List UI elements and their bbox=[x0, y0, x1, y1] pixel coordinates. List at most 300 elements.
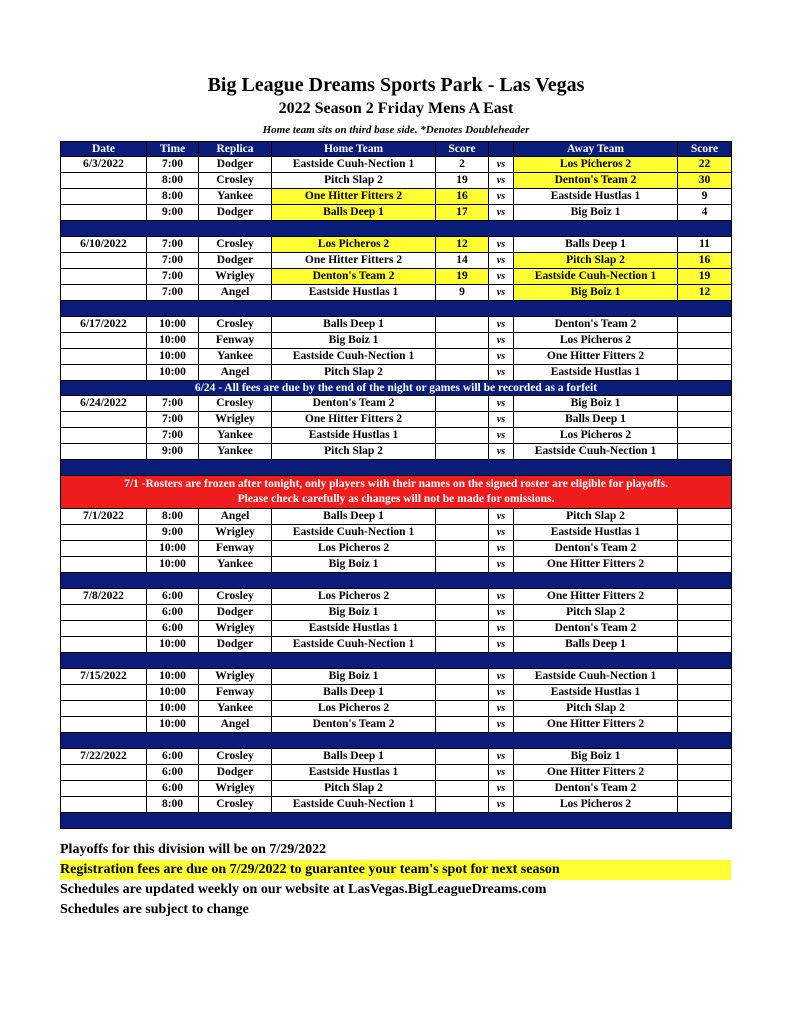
game-date: 7/15/2022 bbox=[61, 669, 147, 685]
vs-label: vs bbox=[489, 333, 514, 349]
game-date bbox=[61, 173, 147, 189]
home-score bbox=[436, 797, 489, 813]
home-team: Pitch Slap 2 bbox=[272, 781, 436, 797]
away-score: 30 bbox=[678, 173, 732, 189]
home-score bbox=[436, 717, 489, 733]
vs-label: vs bbox=[489, 525, 514, 541]
game-row bbox=[61, 412, 732, 428]
home-score bbox=[436, 333, 489, 349]
away-team: Los Picheros 2 bbox=[514, 333, 678, 349]
game-row bbox=[61, 637, 732, 653]
game-row bbox=[61, 781, 732, 797]
game-date bbox=[61, 541, 147, 557]
vs-label: vs bbox=[489, 269, 514, 285]
game-replica: Dodger bbox=[199, 765, 272, 781]
game-replica: Crosley bbox=[199, 237, 272, 253]
game-date bbox=[61, 444, 147, 460]
home-score: 19 bbox=[436, 269, 489, 285]
game-replica: Crosley bbox=[199, 749, 272, 765]
vs-label: vs bbox=[489, 669, 514, 685]
home-team: One Hitter Fitters 2 bbox=[272, 189, 436, 205]
vs-label: vs bbox=[489, 412, 514, 428]
home-team: Eastside Hustlas 1 bbox=[272, 428, 436, 444]
game-time: 7:00 bbox=[147, 157, 199, 173]
home-team: Balls Deep 1 bbox=[272, 205, 436, 221]
away-score bbox=[678, 765, 732, 781]
game-time: 7:00 bbox=[147, 269, 199, 285]
vs-label: vs bbox=[489, 205, 514, 221]
game-row bbox=[61, 509, 732, 525]
home-team: Big Boiz 1 bbox=[272, 557, 436, 573]
game-time: 8:00 bbox=[147, 189, 199, 205]
schedule-note: Home team sits on third base side. *Denotes Doubleheader bbox=[262, 124, 530, 136]
vs-label: vs bbox=[489, 509, 514, 525]
game-time: 10:00 bbox=[147, 669, 199, 685]
fee-notice: 6/24 - All fees are due by the end of the night or games will be recorded as a forfeit bbox=[61, 381, 732, 396]
home-score bbox=[436, 317, 489, 333]
game-date bbox=[61, 365, 147, 381]
away-team: Eastside Cuuh-Nection 1 bbox=[514, 444, 678, 460]
game-replica: Yankee bbox=[199, 444, 272, 460]
game-date bbox=[61, 557, 147, 573]
vs-label: vs bbox=[489, 621, 514, 637]
game-time: 6:00 bbox=[147, 749, 199, 765]
home-score: 17 bbox=[436, 205, 489, 221]
away-team: One Hitter Fitters 2 bbox=[514, 717, 678, 733]
away-team: Balls Deep 1 bbox=[514, 237, 678, 253]
vs-label: vs bbox=[489, 365, 514, 381]
game-date: 7/1/2022 bbox=[61, 509, 147, 525]
home-team: Big Boiz 1 bbox=[272, 605, 436, 621]
away-team: Pitch Slap 2 bbox=[514, 253, 678, 269]
schedule-table bbox=[60, 141, 732, 829]
game-date bbox=[61, 253, 147, 269]
away-team: Eastside Hustlas 1 bbox=[514, 365, 678, 381]
away-score: 16 bbox=[678, 253, 732, 269]
vs-label: vs bbox=[489, 237, 514, 253]
game-replica: Angel bbox=[199, 717, 272, 733]
game-time: 6:00 bbox=[147, 781, 199, 797]
page-subtitle: 2022 Season 2 Friday Mens A East bbox=[278, 100, 514, 117]
home-team: Eastside Cuuh-Nection 1 bbox=[272, 349, 436, 365]
vs-label: vs bbox=[489, 717, 514, 733]
vs-label: vs bbox=[489, 428, 514, 444]
home-score bbox=[436, 444, 489, 460]
vs-label: vs bbox=[489, 396, 514, 412]
game-row bbox=[61, 253, 732, 269]
game-row bbox=[61, 157, 732, 173]
home-score bbox=[436, 685, 489, 701]
game-replica: Crosley bbox=[199, 589, 272, 605]
home-team: Denton's Team 2 bbox=[272, 717, 436, 733]
home-team: Balls Deep 1 bbox=[272, 685, 436, 701]
home-team: Denton's Team 2 bbox=[272, 269, 436, 285]
home-team: Denton's Team 2 bbox=[272, 396, 436, 412]
separator-cell bbox=[61, 573, 732, 589]
game-time: 10:00 bbox=[147, 365, 199, 381]
away-team: Big Boiz 1 bbox=[514, 205, 678, 221]
vs-label: vs bbox=[489, 781, 514, 797]
game-row bbox=[61, 701, 732, 717]
away-score bbox=[678, 396, 732, 412]
game-time: 8:00 bbox=[147, 797, 199, 813]
away-score bbox=[678, 333, 732, 349]
game-date bbox=[61, 717, 147, 733]
home-team: Los Picheros 2 bbox=[272, 541, 436, 557]
away-team: Eastside Hustlas 1 bbox=[514, 525, 678, 541]
game-time: 10:00 bbox=[147, 701, 199, 717]
header-replica: Replica bbox=[199, 142, 272, 157]
week-separator bbox=[61, 221, 732, 237]
game-time: 6:00 bbox=[147, 605, 199, 621]
vs-label: vs bbox=[489, 285, 514, 301]
home-team: Los Picheros 2 bbox=[272, 237, 436, 253]
home-score bbox=[436, 349, 489, 365]
game-date bbox=[61, 333, 147, 349]
vs-label: vs bbox=[489, 765, 514, 781]
game-replica: Yankee bbox=[199, 189, 272, 205]
week-separator bbox=[61, 301, 732, 317]
away-score bbox=[678, 444, 732, 460]
roster-notice-row bbox=[61, 476, 732, 509]
game-date bbox=[61, 621, 147, 637]
game-time: 9:00 bbox=[147, 205, 199, 221]
game-date bbox=[61, 637, 147, 653]
away-score bbox=[678, 349, 732, 365]
game-date: 6/10/2022 bbox=[61, 237, 147, 253]
home-team: Eastside Cuuh-Nection 1 bbox=[272, 797, 436, 813]
away-score bbox=[678, 685, 732, 701]
away-score: 12 bbox=[678, 285, 732, 301]
header-away-team: Away Team bbox=[514, 142, 678, 157]
game-replica: Wrigley bbox=[199, 412, 272, 428]
separator-cell bbox=[61, 653, 732, 669]
away-team: Los Picheros 2 bbox=[514, 428, 678, 444]
vs-label: vs bbox=[489, 797, 514, 813]
header-time: Time bbox=[147, 142, 199, 157]
home-score bbox=[436, 541, 489, 557]
game-row bbox=[61, 205, 732, 221]
game-date bbox=[61, 349, 147, 365]
game-replica: Fenway bbox=[199, 685, 272, 701]
header-away-score: Score bbox=[678, 142, 732, 157]
game-date: 6/17/2022 bbox=[61, 317, 147, 333]
game-date: 6/3/2022 bbox=[61, 157, 147, 173]
game-row bbox=[61, 396, 732, 412]
away-score bbox=[678, 797, 732, 813]
home-team: Los Picheros 2 bbox=[272, 701, 436, 717]
away-team: One Hitter Fitters 2 bbox=[514, 589, 678, 605]
roster-notice-line: Please check carefully as changes will not be made for omissions. bbox=[237, 493, 555, 505]
game-replica: Wrigley bbox=[199, 621, 272, 637]
away-score bbox=[678, 509, 732, 525]
game-replica: Crosley bbox=[199, 797, 272, 813]
game-row bbox=[61, 173, 732, 189]
game-date bbox=[61, 205, 147, 221]
header-home-score: Score bbox=[436, 142, 489, 157]
game-row bbox=[61, 237, 732, 253]
away-score bbox=[678, 669, 732, 685]
header-home-team: Home Team bbox=[272, 142, 436, 157]
game-row bbox=[61, 285, 732, 301]
away-score bbox=[678, 541, 732, 557]
away-score: 19 bbox=[678, 269, 732, 285]
game-replica: Fenway bbox=[199, 333, 272, 349]
home-team: Balls Deep 1 bbox=[272, 749, 436, 765]
game-time: 7:00 bbox=[147, 412, 199, 428]
game-time: 6:00 bbox=[147, 589, 199, 605]
game-time: 10:00 bbox=[147, 637, 199, 653]
game-time: 7:00 bbox=[147, 285, 199, 301]
change-note: Schedules are subject to change bbox=[60, 902, 249, 917]
away-score: 9 bbox=[678, 189, 732, 205]
game-date bbox=[61, 781, 147, 797]
home-score: 9 bbox=[436, 285, 489, 301]
away-score: 11 bbox=[678, 237, 732, 253]
home-team: Pitch Slap 2 bbox=[272, 173, 436, 189]
game-time: 8:00 bbox=[147, 173, 199, 189]
away-team: One Hitter Fitters 2 bbox=[514, 765, 678, 781]
game-time: 7:00 bbox=[147, 253, 199, 269]
game-date bbox=[61, 269, 147, 285]
playoffs-note: Playoffs for this division will be on 7/29/2022 bbox=[60, 842, 327, 857]
game-time: 6:00 bbox=[147, 621, 199, 637]
game-replica: Angel bbox=[199, 509, 272, 525]
away-team: Eastside Cuuh-Nection 1 bbox=[514, 669, 678, 685]
home-score bbox=[436, 765, 489, 781]
game-date bbox=[61, 797, 147, 813]
game-date bbox=[61, 525, 147, 541]
game-replica: Dodger bbox=[199, 157, 272, 173]
home-score bbox=[436, 365, 489, 381]
home-team: Balls Deep 1 bbox=[272, 317, 436, 333]
home-team: Big Boiz 1 bbox=[272, 669, 436, 685]
game-row bbox=[61, 428, 732, 444]
game-time: 9:00 bbox=[147, 444, 199, 460]
home-team: One Hitter Fitters 2 bbox=[272, 412, 436, 428]
home-score bbox=[436, 428, 489, 444]
away-score bbox=[678, 637, 732, 653]
game-row bbox=[61, 685, 732, 701]
home-score: 2 bbox=[436, 157, 489, 173]
home-score bbox=[436, 621, 489, 637]
vs-label: vs bbox=[489, 444, 514, 460]
fee-notice-row bbox=[61, 381, 732, 396]
home-score: 16 bbox=[436, 189, 489, 205]
home-team: Eastside Cuuh-Nection 1 bbox=[272, 157, 436, 173]
home-team: Big Boiz 1 bbox=[272, 333, 436, 349]
game-replica: Dodger bbox=[199, 205, 272, 221]
separator-cell bbox=[61, 813, 732, 829]
away-score bbox=[678, 365, 732, 381]
home-score bbox=[436, 781, 489, 797]
week-separator bbox=[61, 653, 732, 669]
away-score bbox=[678, 621, 732, 637]
game-time: 10:00 bbox=[147, 541, 199, 557]
home-score bbox=[436, 525, 489, 541]
header-vs bbox=[489, 142, 514, 157]
week-separator bbox=[61, 813, 732, 829]
game-row bbox=[61, 269, 732, 285]
home-score bbox=[436, 396, 489, 412]
away-team: Pitch Slap 2 bbox=[514, 701, 678, 717]
game-time: 8:00 bbox=[147, 509, 199, 525]
game-row bbox=[61, 365, 732, 381]
home-score bbox=[436, 701, 489, 717]
away-team: Eastside Hustlas 1 bbox=[514, 189, 678, 205]
schedule-body bbox=[61, 157, 732, 829]
game-row bbox=[61, 765, 732, 781]
away-team: Los Picheros 2 bbox=[514, 797, 678, 813]
home-team: Pitch Slap 2 bbox=[272, 444, 436, 460]
vs-label: vs bbox=[489, 349, 514, 365]
game-replica: Crosley bbox=[199, 396, 272, 412]
away-team: Denton's Team 2 bbox=[514, 781, 678, 797]
game-replica: Dodger bbox=[199, 253, 272, 269]
away-score bbox=[678, 317, 732, 333]
home-team: Eastside Cuuh-Nection 1 bbox=[272, 525, 436, 541]
game-row bbox=[61, 797, 732, 813]
vs-label: vs bbox=[489, 317, 514, 333]
game-row bbox=[61, 444, 732, 460]
game-row bbox=[61, 349, 732, 365]
away-team: One Hitter Fitters 2 bbox=[514, 349, 678, 365]
roster-notice bbox=[61, 476, 732, 509]
away-team: Big Boiz 1 bbox=[514, 285, 678, 301]
home-team: One Hitter Fitters 2 bbox=[272, 253, 436, 269]
home-team: Balls Deep 1 bbox=[272, 509, 436, 525]
away-score bbox=[678, 557, 732, 573]
game-replica: Yankee bbox=[199, 349, 272, 365]
vs-label: vs bbox=[489, 157, 514, 173]
game-replica: Wrigley bbox=[199, 269, 272, 285]
game-replica: Dodger bbox=[199, 605, 272, 621]
game-date bbox=[61, 428, 147, 444]
vs-label: vs bbox=[489, 701, 514, 717]
away-score bbox=[678, 525, 732, 541]
game-date: 7/22/2022 bbox=[61, 749, 147, 765]
game-date: 7/8/2022 bbox=[61, 589, 147, 605]
vs-label: vs bbox=[489, 749, 514, 765]
away-team: Eastside Cuuh-Nection 1 bbox=[514, 269, 678, 285]
home-score bbox=[436, 412, 489, 428]
home-team: Pitch Slap 2 bbox=[272, 365, 436, 381]
away-score bbox=[678, 749, 732, 765]
game-replica: Yankee bbox=[199, 701, 272, 717]
away-score bbox=[678, 717, 732, 733]
away-score bbox=[678, 605, 732, 621]
away-score: 22 bbox=[678, 157, 732, 173]
game-time: 7:00 bbox=[147, 428, 199, 444]
game-replica: Yankee bbox=[199, 428, 272, 444]
game-replica: Angel bbox=[199, 365, 272, 381]
game-row bbox=[61, 317, 732, 333]
away-team: Eastside Hustlas 1 bbox=[514, 685, 678, 701]
separator-cell bbox=[61, 733, 732, 749]
game-date: 6/24/2022 bbox=[61, 396, 147, 412]
game-replica: Crosley bbox=[199, 317, 272, 333]
home-score bbox=[436, 749, 489, 765]
game-time: 10:00 bbox=[147, 333, 199, 349]
home-score bbox=[436, 637, 489, 653]
game-time: 10:00 bbox=[147, 717, 199, 733]
away-team: Balls Deep 1 bbox=[514, 412, 678, 428]
away-team: Pitch Slap 2 bbox=[514, 605, 678, 621]
away-team: Balls Deep 1 bbox=[514, 637, 678, 653]
game-row bbox=[61, 749, 732, 765]
game-replica: Angel bbox=[199, 285, 272, 301]
game-row bbox=[61, 189, 732, 205]
separator-cell bbox=[61, 301, 732, 317]
game-time: 7:00 bbox=[147, 396, 199, 412]
game-time: 9:00 bbox=[147, 525, 199, 541]
away-score bbox=[678, 589, 732, 605]
game-row bbox=[61, 333, 732, 349]
separator-cell bbox=[61, 221, 732, 237]
game-date bbox=[61, 412, 147, 428]
home-team: Eastside Hustlas 1 bbox=[272, 621, 436, 637]
away-score bbox=[678, 412, 732, 428]
away-team: Denton's Team 2 bbox=[514, 541, 678, 557]
game-row bbox=[61, 525, 732, 541]
away-score bbox=[678, 781, 732, 797]
away-team: One Hitter Fitters 2 bbox=[514, 557, 678, 573]
vs-label: vs bbox=[489, 685, 514, 701]
vs-label: vs bbox=[489, 589, 514, 605]
vs-label: vs bbox=[489, 605, 514, 621]
game-row bbox=[61, 717, 732, 733]
home-score bbox=[436, 509, 489, 525]
game-date bbox=[61, 765, 147, 781]
header-date: Date bbox=[61, 142, 147, 157]
game-time: 7:00 bbox=[147, 237, 199, 253]
game-row bbox=[61, 621, 732, 637]
website-note: Schedules are updated weekly on our website at LasVegas.BigLeagueDreams.com bbox=[60, 882, 547, 897]
home-team: Eastside Hustlas 1 bbox=[272, 285, 436, 301]
header-row bbox=[61, 142, 732, 157]
game-row bbox=[61, 669, 732, 685]
week-separator bbox=[61, 733, 732, 749]
game-row bbox=[61, 541, 732, 557]
game-row bbox=[61, 605, 732, 621]
home-team: Los Picheros 2 bbox=[272, 589, 436, 605]
home-score: 19 bbox=[436, 173, 489, 189]
page-title: Big League Dreams Sports Park - Las Vegas bbox=[207, 74, 585, 96]
home-team: Eastside Cuuh-Nection 1 bbox=[272, 637, 436, 653]
week-separator bbox=[61, 573, 732, 589]
away-team: Denton's Team 2 bbox=[514, 317, 678, 333]
game-date bbox=[61, 189, 147, 205]
vs-label: vs bbox=[489, 557, 514, 573]
registration-note: Registration fees are due on 7/29/2022 to guarantee your team's spot for next season bbox=[60, 860, 731, 880]
game-time: 10:00 bbox=[147, 317, 199, 333]
game-time: 10:00 bbox=[147, 557, 199, 573]
vs-label: vs bbox=[489, 189, 514, 205]
vs-label: vs bbox=[489, 637, 514, 653]
away-score: 4 bbox=[678, 205, 732, 221]
away-team: Big Boiz 1 bbox=[514, 749, 678, 765]
game-replica: Wrigley bbox=[199, 669, 272, 685]
game-date bbox=[61, 285, 147, 301]
roster-notice-line: 7/1 -Rosters are frozen after tonight, only players with their names on the signed roster are eligible for playoffs. bbox=[124, 478, 668, 490]
game-date bbox=[61, 685, 147, 701]
away-team: Denton's Team 2 bbox=[514, 621, 678, 637]
game-time: 6:00 bbox=[147, 765, 199, 781]
game-replica: Wrigley bbox=[199, 525, 272, 541]
game-replica: Wrigley bbox=[199, 781, 272, 797]
away-team: Los Picheros 2 bbox=[514, 157, 678, 173]
game-date bbox=[61, 605, 147, 621]
